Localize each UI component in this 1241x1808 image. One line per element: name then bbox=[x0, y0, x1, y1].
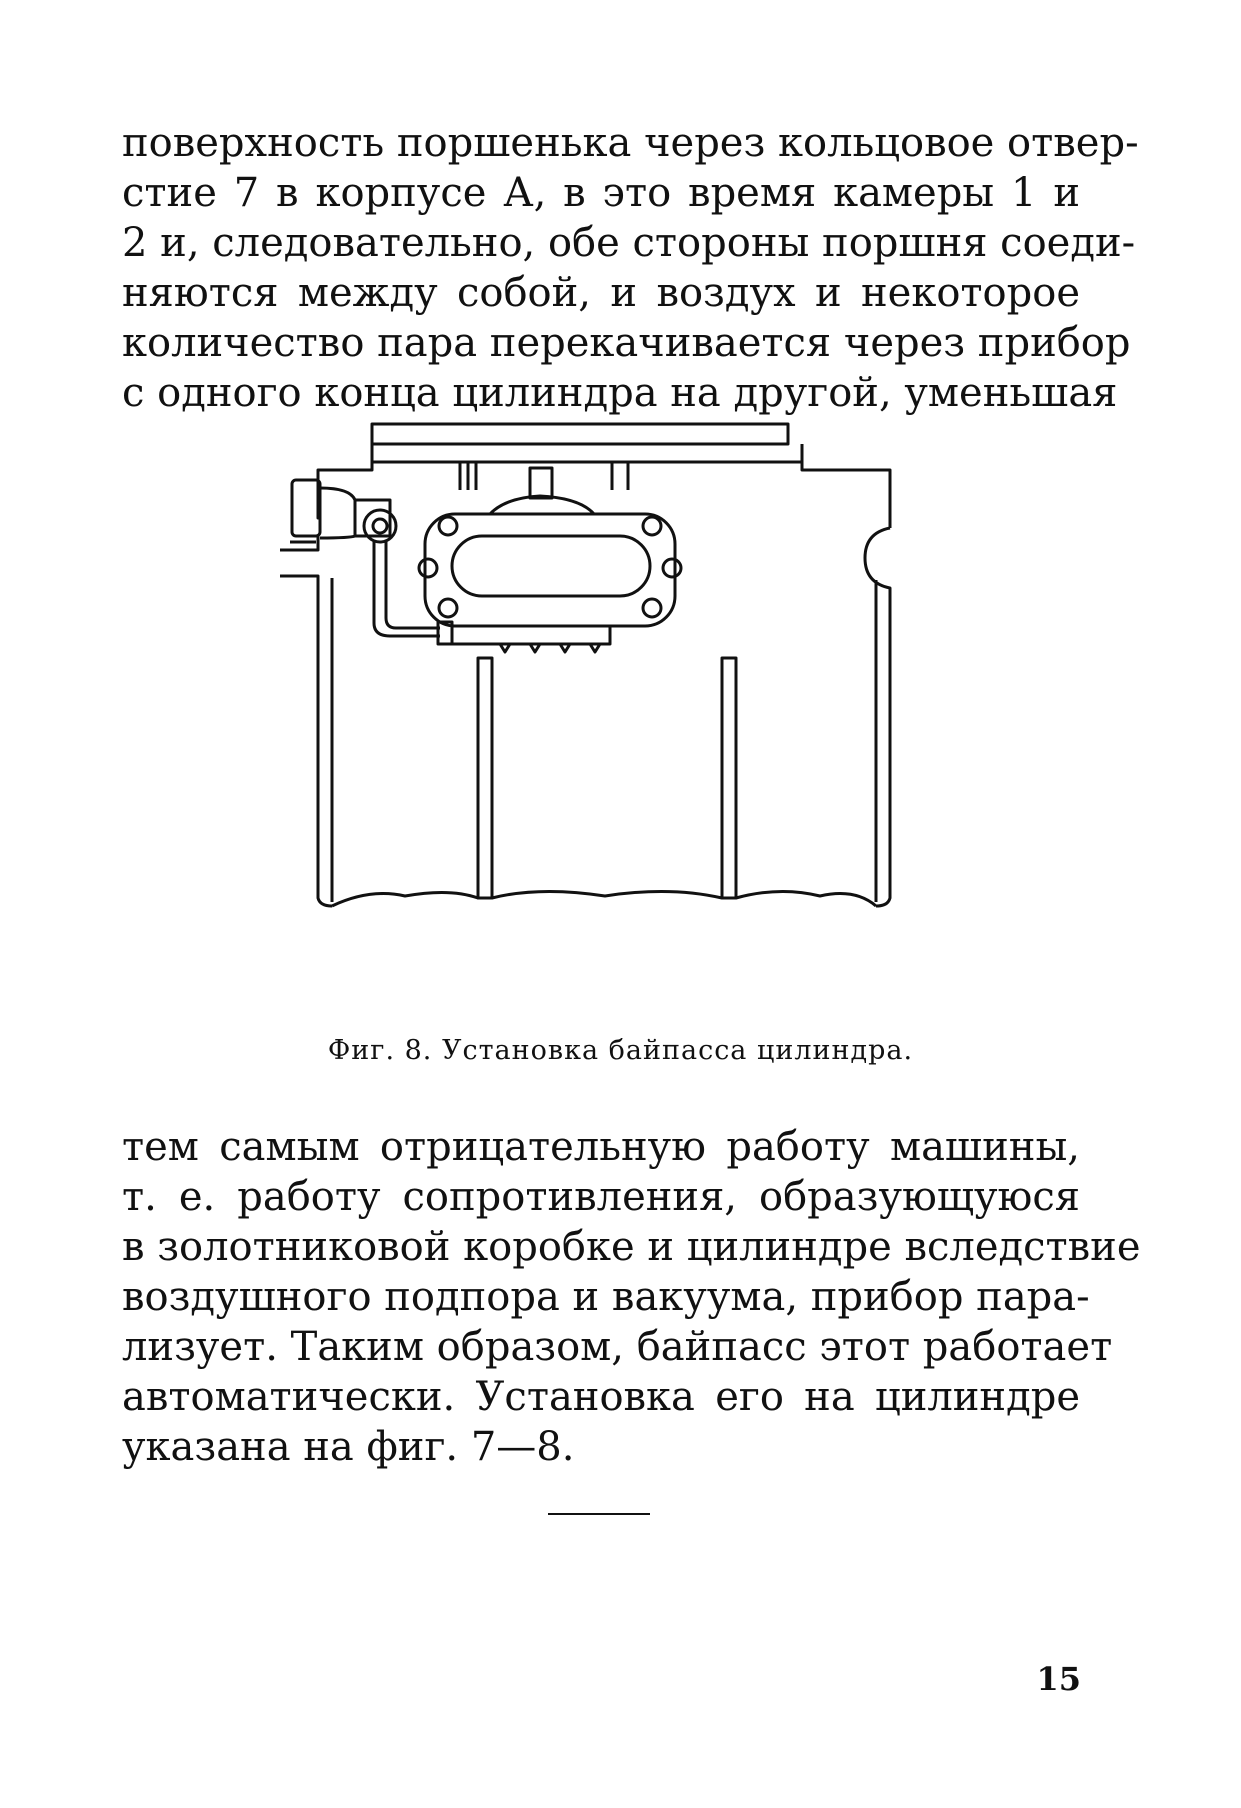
left-port-neck bbox=[320, 488, 355, 538]
text-line: тем самым отрицательную работу машины, bbox=[122, 1124, 1080, 1170]
section-divider bbox=[548, 1513, 650, 1515]
text-line: 2 и, следовательно, обе стороны поршня соеди- bbox=[122, 220, 1136, 266]
rib-left bbox=[478, 658, 492, 898]
figure-caption: Фиг. 8. Установка байпасса цилиндра. bbox=[327, 1035, 914, 1066]
bottom-arch-left bbox=[332, 892, 478, 906]
text-line: няются между собой, и воздух и некоторое bbox=[122, 270, 1080, 316]
top-lug-left bbox=[460, 462, 476, 490]
text-line: воздушного подпора и вакуума, прибор пара- bbox=[122, 1274, 1090, 1320]
text-line: стие 7 в корпусе А, в это время камеры 1 и bbox=[122, 170, 1080, 216]
text-line: в золотниковой коробке и цилиндре вследствие bbox=[122, 1224, 1141, 1270]
paragraph-1 bbox=[122, 118, 1139, 418]
bottom-arch-right bbox=[736, 891, 876, 906]
valve-bolt bbox=[643, 517, 661, 535]
body-upper bbox=[318, 462, 890, 528]
text-line: поверхность поршенька через кольцовое отвер- bbox=[122, 120, 1139, 166]
valve-window bbox=[452, 536, 650, 596]
text-line: лизует. Таким образом, байпасс этот работает bbox=[122, 1324, 1113, 1370]
page-number: 15 bbox=[1036, 1660, 1081, 1698]
paragraph-2 bbox=[122, 1122, 1141, 1472]
valve-bolt bbox=[439, 517, 457, 535]
bypass-pipe bbox=[374, 540, 440, 636]
pipe-fitting-inner bbox=[373, 519, 387, 533]
text-line: с одного конца цилиндра на другой, уменьшая bbox=[122, 370, 1118, 416]
valve-bolt bbox=[663, 559, 681, 577]
top-flange-lower bbox=[372, 444, 802, 462]
text-line: автоматически. Установка его на цилиндре bbox=[122, 1374, 1080, 1420]
left-bracket bbox=[280, 536, 318, 588]
text-line: указана на фиг. 7—8. bbox=[122, 1424, 575, 1470]
valve-bolt bbox=[419, 559, 437, 577]
text-line: т. е. работу сопротивления, образующуюся bbox=[122, 1174, 1080, 1220]
bottom-arch-mid bbox=[492, 891, 722, 898]
valve-bolt bbox=[643, 599, 661, 617]
text-line: количество пара перекачивается через прибор bbox=[122, 320, 1131, 366]
valve-bottom-plate bbox=[452, 626, 610, 644]
valve-body bbox=[425, 514, 675, 626]
left-port-flange bbox=[292, 480, 320, 536]
rib-right bbox=[722, 658, 736, 898]
valve-bolt bbox=[439, 599, 457, 617]
cylinder-bypass-figure bbox=[280, 418, 930, 998]
left-wall-outer bbox=[318, 588, 332, 906]
top-flange bbox=[372, 424, 788, 444]
top-lug-right bbox=[612, 462, 628, 490]
top-lug-center bbox=[530, 468, 552, 498]
